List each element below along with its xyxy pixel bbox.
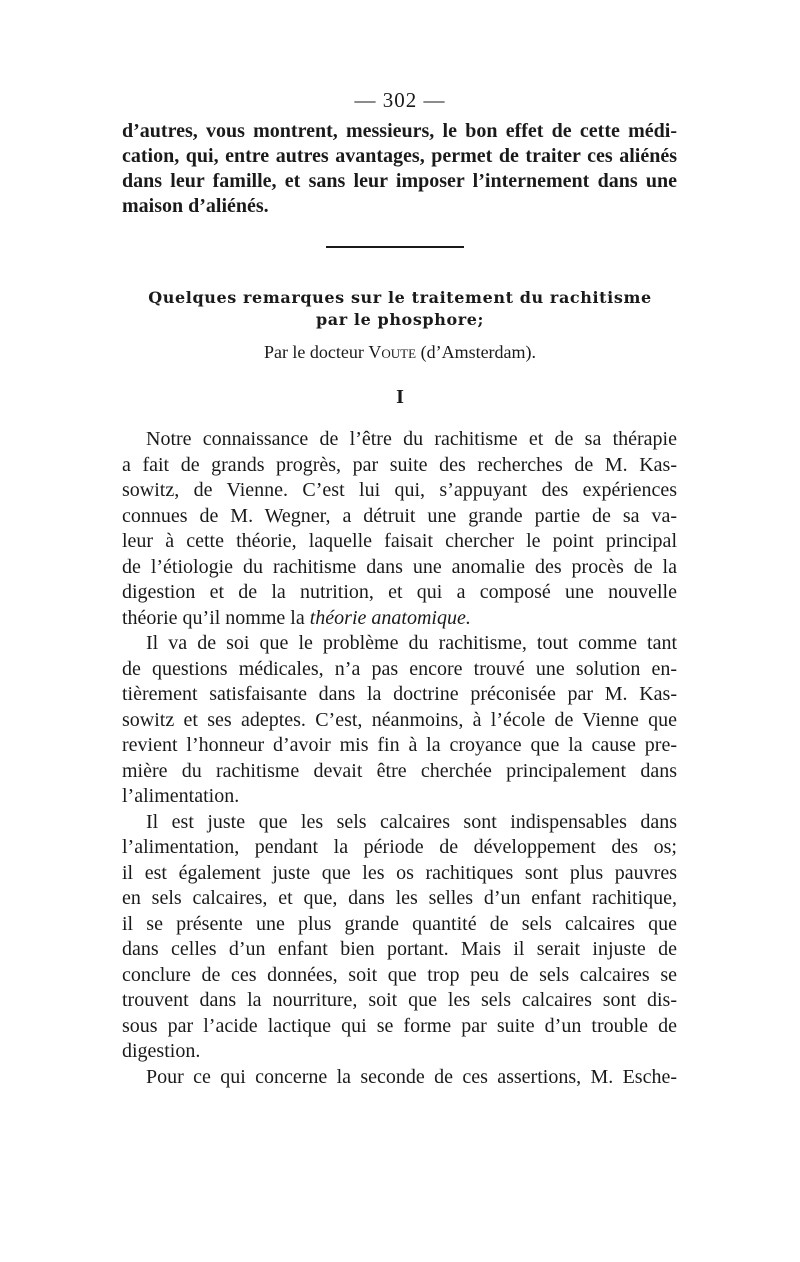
text-line: cation, qui, entre autres avantages, permet de traiter ces aliénés <box>122 145 677 167</box>
byline-prefix: Par le docteur <box>263 342 369 362</box>
text-line: leur à cette théorie, laquelle faisait chercher le point principal <box>122 530 677 552</box>
text-line: sowitz, de Vienne. C’est lui qui, s’appuyant des expériences <box>122 479 677 501</box>
text-line: digestion et de la nutrition, et qui a composé une nouvelle <box>122 581 677 603</box>
author-byline <box>0 341 800 363</box>
text-line: sowitz et ses adeptes. C’est, néanmoins, à l’école de Vienne que <box>122 708 677 731</box>
text-line: Pour ce qui concerne la seconde de ces assertions, M. Esche- <box>146 1065 677 1088</box>
text-line: mière du rachitisme devait être cherchée principalement dans <box>122 759 677 782</box>
text-line: Il est juste que les sels calcaires sont indispensables dans <box>146 810 677 833</box>
text-line: dans celles d’un enfant bien portant. Mais il serait injuste de <box>122 938 677 960</box>
text-line: maison d’aliénés. <box>122 195 269 217</box>
text-line: dans leur famille, et sans leur imposer l’internement dans une <box>122 170 677 192</box>
article-title-line: par le phosphore; <box>315 310 485 329</box>
text-line: de questions médicales, n’a pas encore trouvé une solution en- <box>122 657 677 680</box>
text-line: a fait de grands progrès, par suite des recherches de M. Kas- <box>122 453 677 476</box>
article-title-line: Quelques remarques sur le traitement du rachitisme <box>148 288 652 307</box>
text-line: il se présente une plus grande quantité de sels calcaires que <box>122 912 677 935</box>
section-number: I <box>396 386 404 408</box>
intro-paragraph <box>122 119 677 219</box>
text-line: l’alimentation. <box>122 785 240 807</box>
author-name: Voute <box>368 342 417 362</box>
text-line: digestion. <box>122 1040 201 1062</box>
text-line: revient l’honneur d’avoir mis fin à la croyance que la cause pre- <box>122 734 677 756</box>
text-line: connues de M. Wegner, a détruit une grande partie de sa va- <box>122 504 677 527</box>
text-line: en sels calcaires, et que, dans les selles d’un enfant rachitique, <box>122 887 677 909</box>
text-line <box>122 606 677 632</box>
text-line: Notre connaissance de l’être du rachitisme et de sa thérapie <box>146 428 677 450</box>
text-line: Il va de soi que le problème du rachitisme, tout comme tant <box>146 632 677 654</box>
text-line: d’autres, vous montrent, messieurs, le bon effet de cette médi- <box>122 120 677 142</box>
text-line: sous par l’acide lactique qui se forme par suite d’un trouble de <box>122 1014 677 1037</box>
italic-term: théorie anatomique. <box>309 606 471 629</box>
article-body <box>122 427 677 1090</box>
text-fragment: théorie qu’il nomme la <box>122 606 310 629</box>
page-number: — 302 — <box>354 88 446 112</box>
text-line: tièrement satisfaisante dans la doctrine préconisée par M. Kas- <box>122 683 677 705</box>
text-line: de l’étiologie du rachitisme dans une anomalie des procès de la <box>122 555 677 578</box>
text-line: il est également juste que les os rachitiques sont plus pauvres <box>122 861 677 884</box>
text-line: l’alimentation, pendant la période de développement des os; <box>122 836 677 858</box>
article-title <box>0 287 800 331</box>
text-line: trouvent dans la nourriture, soit que les sels calcaires sont dis- <box>122 989 677 1011</box>
byline-suffix: (d’Amsterdam). <box>416 342 537 362</box>
section-divider <box>326 246 464 248</box>
text-line: conclure de ces données, soit que trop peu de sels calcaires se <box>122 963 677 986</box>
